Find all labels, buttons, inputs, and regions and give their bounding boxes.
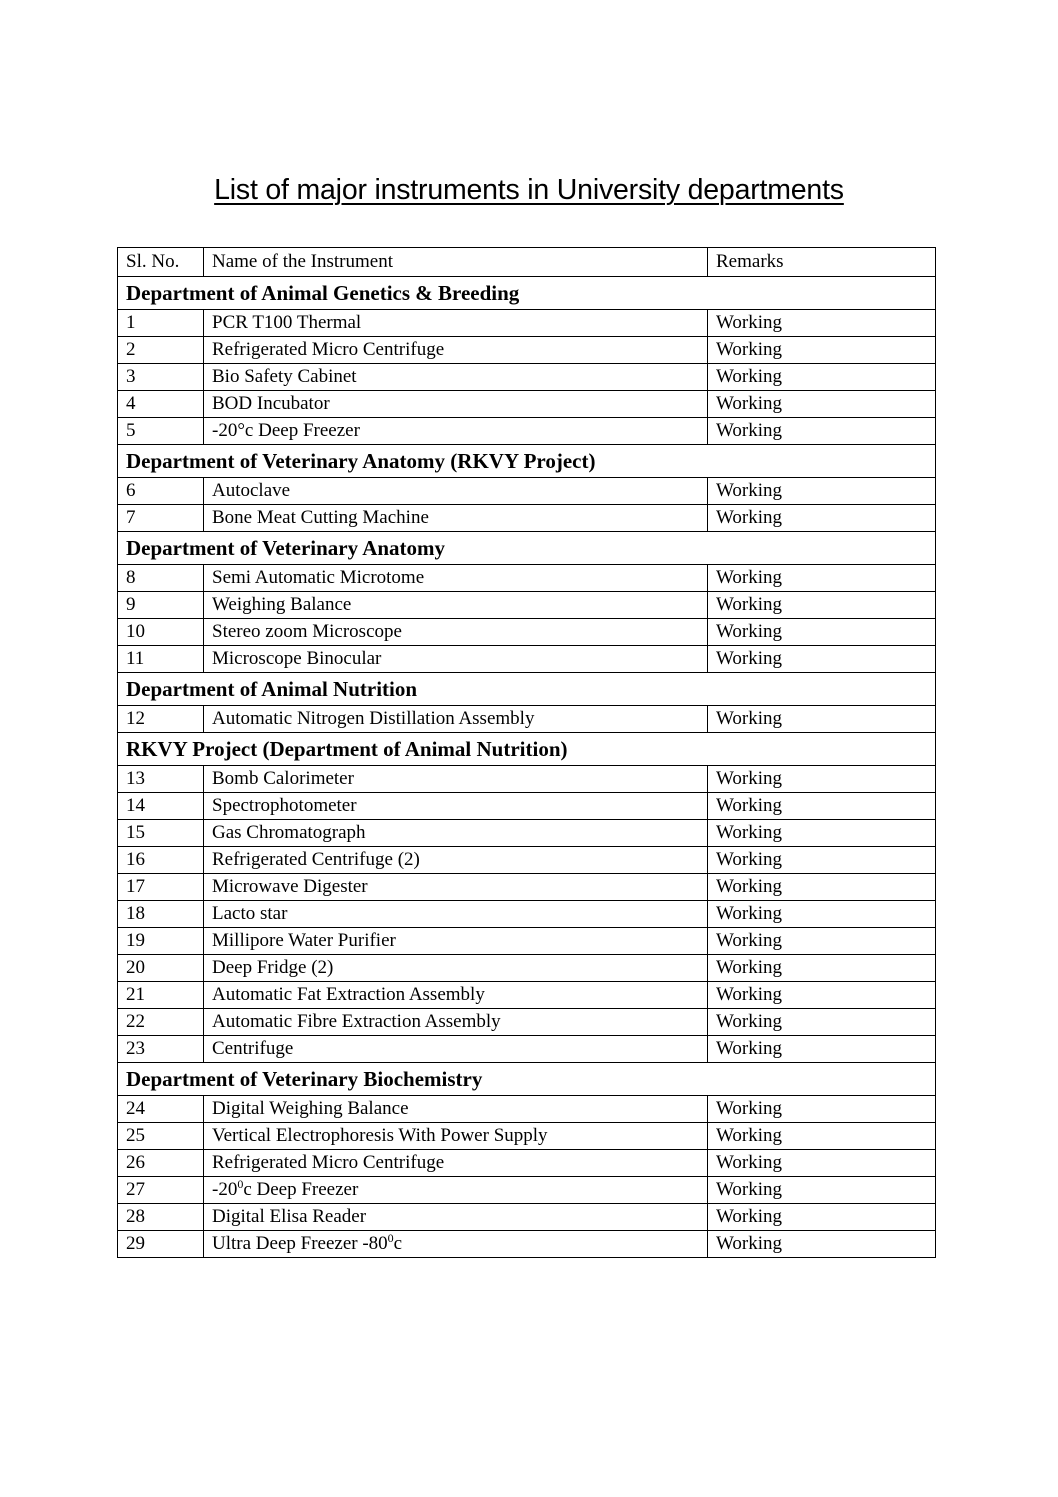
instrument-name-cell: Digital Weighing Balance bbox=[204, 1096, 708, 1123]
header-instrument-name: Name of the Instrument bbox=[204, 248, 708, 277]
sl-no-cell: 26 bbox=[118, 1150, 204, 1177]
instrument-name-cell: Autoclave bbox=[204, 478, 708, 505]
remarks-cell: Working bbox=[708, 793, 936, 820]
sl-no-cell: 1 bbox=[118, 310, 204, 337]
remarks-cell: Working bbox=[708, 1204, 936, 1231]
instrument-name-cell: Refrigerated Micro Centrifuge bbox=[204, 1150, 708, 1177]
header-sl-no: Sl. No. bbox=[118, 248, 204, 277]
table-row bbox=[118, 1204, 936, 1231]
table-row bbox=[118, 1150, 936, 1177]
table-row bbox=[118, 928, 936, 955]
instrument-name-cell: Microwave Digester bbox=[204, 874, 708, 901]
sl-no-cell: 3 bbox=[118, 364, 204, 391]
instrument-name-cell: Millipore Water Purifier bbox=[204, 928, 708, 955]
remarks-cell: Working bbox=[708, 1123, 936, 1150]
remarks-cell: Working bbox=[708, 646, 936, 673]
instrument-name-cell: -20°c Deep Freezer bbox=[204, 418, 708, 445]
instrument-name-cell: Automatic Fibre Extraction Assembly bbox=[204, 1009, 708, 1036]
remarks-cell: Working bbox=[708, 1150, 936, 1177]
instrument-name-cell: Stereo zoom Microscope bbox=[204, 619, 708, 646]
sl-no-cell: 22 bbox=[118, 1009, 204, 1036]
remarks-cell: Working bbox=[708, 874, 936, 901]
remarks-cell: Working bbox=[708, 478, 936, 505]
table-row bbox=[118, 766, 936, 793]
instrument-name-cell: Centrifuge bbox=[204, 1036, 708, 1063]
table-row bbox=[118, 646, 936, 673]
instrument-name-cell bbox=[204, 1177, 708, 1204]
instrument-name-cell: Lacto star bbox=[204, 901, 708, 928]
table-row bbox=[118, 820, 936, 847]
remarks-cell: Working bbox=[708, 1231, 936, 1258]
department-name: RKVY Project (Department of Animal Nutrition) bbox=[118, 733, 936, 766]
sl-no-cell: 2 bbox=[118, 337, 204, 364]
department-name: Department of Animal Genetics & Breeding bbox=[118, 277, 936, 310]
instrument-name-cell: Deep Fridge (2) bbox=[204, 955, 708, 982]
sl-no-cell: 24 bbox=[118, 1096, 204, 1123]
sl-no-cell: 13 bbox=[118, 766, 204, 793]
remarks-cell: Working bbox=[708, 1009, 936, 1036]
table-row bbox=[118, 364, 936, 391]
remarks-cell: Working bbox=[708, 901, 936, 928]
instrument-name-cell: BOD Incubator bbox=[204, 391, 708, 418]
sl-no-cell: 9 bbox=[118, 592, 204, 619]
sl-no-cell: 23 bbox=[118, 1036, 204, 1063]
instrument-name-cell: Weighing Balance bbox=[204, 592, 708, 619]
sl-no-cell: 5 bbox=[118, 418, 204, 445]
remarks-cell: Working bbox=[708, 955, 936, 982]
table-row bbox=[118, 901, 936, 928]
remarks-cell: Working bbox=[708, 391, 936, 418]
instrument-name-text: Ultra Deep Freezer -80 bbox=[212, 1233, 388, 1254]
table-row bbox=[118, 874, 936, 901]
sl-no-cell: 27 bbox=[118, 1177, 204, 1204]
instrument-name-cell: Bone Meat Cutting Machine bbox=[204, 505, 708, 532]
table-row bbox=[118, 847, 936, 874]
table-row bbox=[118, 706, 936, 733]
remarks-cell: Working bbox=[708, 982, 936, 1009]
sl-no-cell: 21 bbox=[118, 982, 204, 1009]
instrument-name-cell: Automatic Fat Extraction Assembly bbox=[204, 982, 708, 1009]
sl-no-cell: 16 bbox=[118, 847, 204, 874]
department-row bbox=[118, 445, 936, 478]
sl-no-cell: 20 bbox=[118, 955, 204, 982]
remarks-cell: Working bbox=[708, 1177, 936, 1204]
table-header-row bbox=[118, 248, 936, 277]
table-row bbox=[118, 619, 936, 646]
table-row bbox=[118, 478, 936, 505]
remarks-cell: Working bbox=[708, 706, 936, 733]
instrument-name-cell: Digital Elisa Reader bbox=[204, 1204, 708, 1231]
sl-no-cell: 10 bbox=[118, 619, 204, 646]
sl-no-cell: 15 bbox=[118, 820, 204, 847]
sl-no-cell: 29 bbox=[118, 1231, 204, 1258]
instrument-name-cell bbox=[204, 1231, 708, 1258]
sl-no-cell: 11 bbox=[118, 646, 204, 673]
table-row bbox=[118, 592, 936, 619]
table-row bbox=[118, 1009, 936, 1036]
instrument-name-text: -20 bbox=[212, 1179, 238, 1200]
sl-no-cell: 28 bbox=[118, 1204, 204, 1231]
department-name: Department of Animal Nutrition bbox=[118, 673, 936, 706]
instruments-table-body bbox=[118, 248, 936, 1258]
sl-no-cell: 19 bbox=[118, 928, 204, 955]
remarks-cell: Working bbox=[708, 505, 936, 532]
sl-no-cell: 12 bbox=[118, 706, 204, 733]
department-name: Department of Veterinary Anatomy (RKVY Project) bbox=[118, 445, 936, 478]
remarks-cell: Working bbox=[708, 1036, 936, 1063]
instrument-name-cell: Automatic Nitrogen Distillation Assembly bbox=[204, 706, 708, 733]
table-row bbox=[118, 1177, 936, 1204]
table-row bbox=[118, 337, 936, 364]
remarks-cell: Working bbox=[708, 619, 936, 646]
instrument-name-cell: Vertical Electrophoresis With Power Supply bbox=[204, 1123, 708, 1150]
table-row bbox=[118, 982, 936, 1009]
department-name: Department of Veterinary Biochemistry bbox=[118, 1063, 936, 1096]
remarks-cell: Working bbox=[708, 310, 936, 337]
sl-no-cell: 4 bbox=[118, 391, 204, 418]
instrument-name-cell: Semi Automatic Microtome bbox=[204, 565, 708, 592]
remarks-cell: Working bbox=[708, 337, 936, 364]
instrument-name-cell: Microscope Binocular bbox=[204, 646, 708, 673]
instrument-name-cell: Bomb Calorimeter bbox=[204, 766, 708, 793]
department-name: Department of Veterinary Anatomy bbox=[118, 532, 936, 565]
table-row bbox=[118, 1123, 936, 1150]
table-row bbox=[118, 955, 936, 982]
sl-no-cell: 6 bbox=[118, 478, 204, 505]
table-row bbox=[118, 1096, 936, 1123]
remarks-cell: Working bbox=[708, 820, 936, 847]
instrument-name-text: c Deep Freezer bbox=[243, 1179, 359, 1200]
remarks-cell: Working bbox=[708, 592, 936, 619]
table-row bbox=[118, 391, 936, 418]
remarks-cell: Working bbox=[708, 928, 936, 955]
header-remarks: Remarks bbox=[708, 248, 936, 277]
degree-superscript: 0 bbox=[387, 1231, 394, 1245]
instruments-table bbox=[117, 247, 936, 1258]
table-row bbox=[118, 310, 936, 337]
instrument-name-cell: Refrigerated Centrifuge (2) bbox=[204, 847, 708, 874]
instrument-name-cell: Refrigerated Micro Centrifuge bbox=[204, 337, 708, 364]
remarks-cell: Working bbox=[708, 364, 936, 391]
table-row bbox=[118, 418, 936, 445]
sl-no-cell: 18 bbox=[118, 901, 204, 928]
instrument-name-cell: Bio Safety Cabinet bbox=[204, 364, 708, 391]
remarks-cell: Working bbox=[708, 565, 936, 592]
sl-no-cell: 25 bbox=[118, 1123, 204, 1150]
department-row bbox=[118, 532, 936, 565]
department-row bbox=[118, 733, 936, 766]
instrument-name-cell: Gas Chromatograph bbox=[204, 820, 708, 847]
sl-no-cell: 17 bbox=[118, 874, 204, 901]
department-row bbox=[118, 673, 936, 706]
remarks-cell: Working bbox=[708, 1096, 936, 1123]
instrument-name-cell: PCR T100 Thermal bbox=[204, 310, 708, 337]
remarks-cell: Working bbox=[708, 418, 936, 445]
department-row bbox=[118, 277, 936, 310]
table-row bbox=[118, 1231, 936, 1258]
table-row bbox=[118, 565, 936, 592]
instrument-name-text: c bbox=[393, 1233, 403, 1254]
degree-superscript: 0 bbox=[237, 1177, 244, 1191]
department-row bbox=[118, 1063, 936, 1096]
remarks-cell: Working bbox=[708, 766, 936, 793]
sl-no-cell: 7 bbox=[118, 505, 204, 532]
sl-no-cell: 14 bbox=[118, 793, 204, 820]
page-title: List of major instruments in University departments bbox=[214, 174, 844, 206]
remarks-cell: Working bbox=[708, 847, 936, 874]
sl-no-cell: 8 bbox=[118, 565, 204, 592]
table-row bbox=[118, 793, 936, 820]
table-row bbox=[118, 1036, 936, 1063]
table-row bbox=[118, 505, 936, 532]
instrument-name-cell: Spectrophotometer bbox=[204, 793, 708, 820]
